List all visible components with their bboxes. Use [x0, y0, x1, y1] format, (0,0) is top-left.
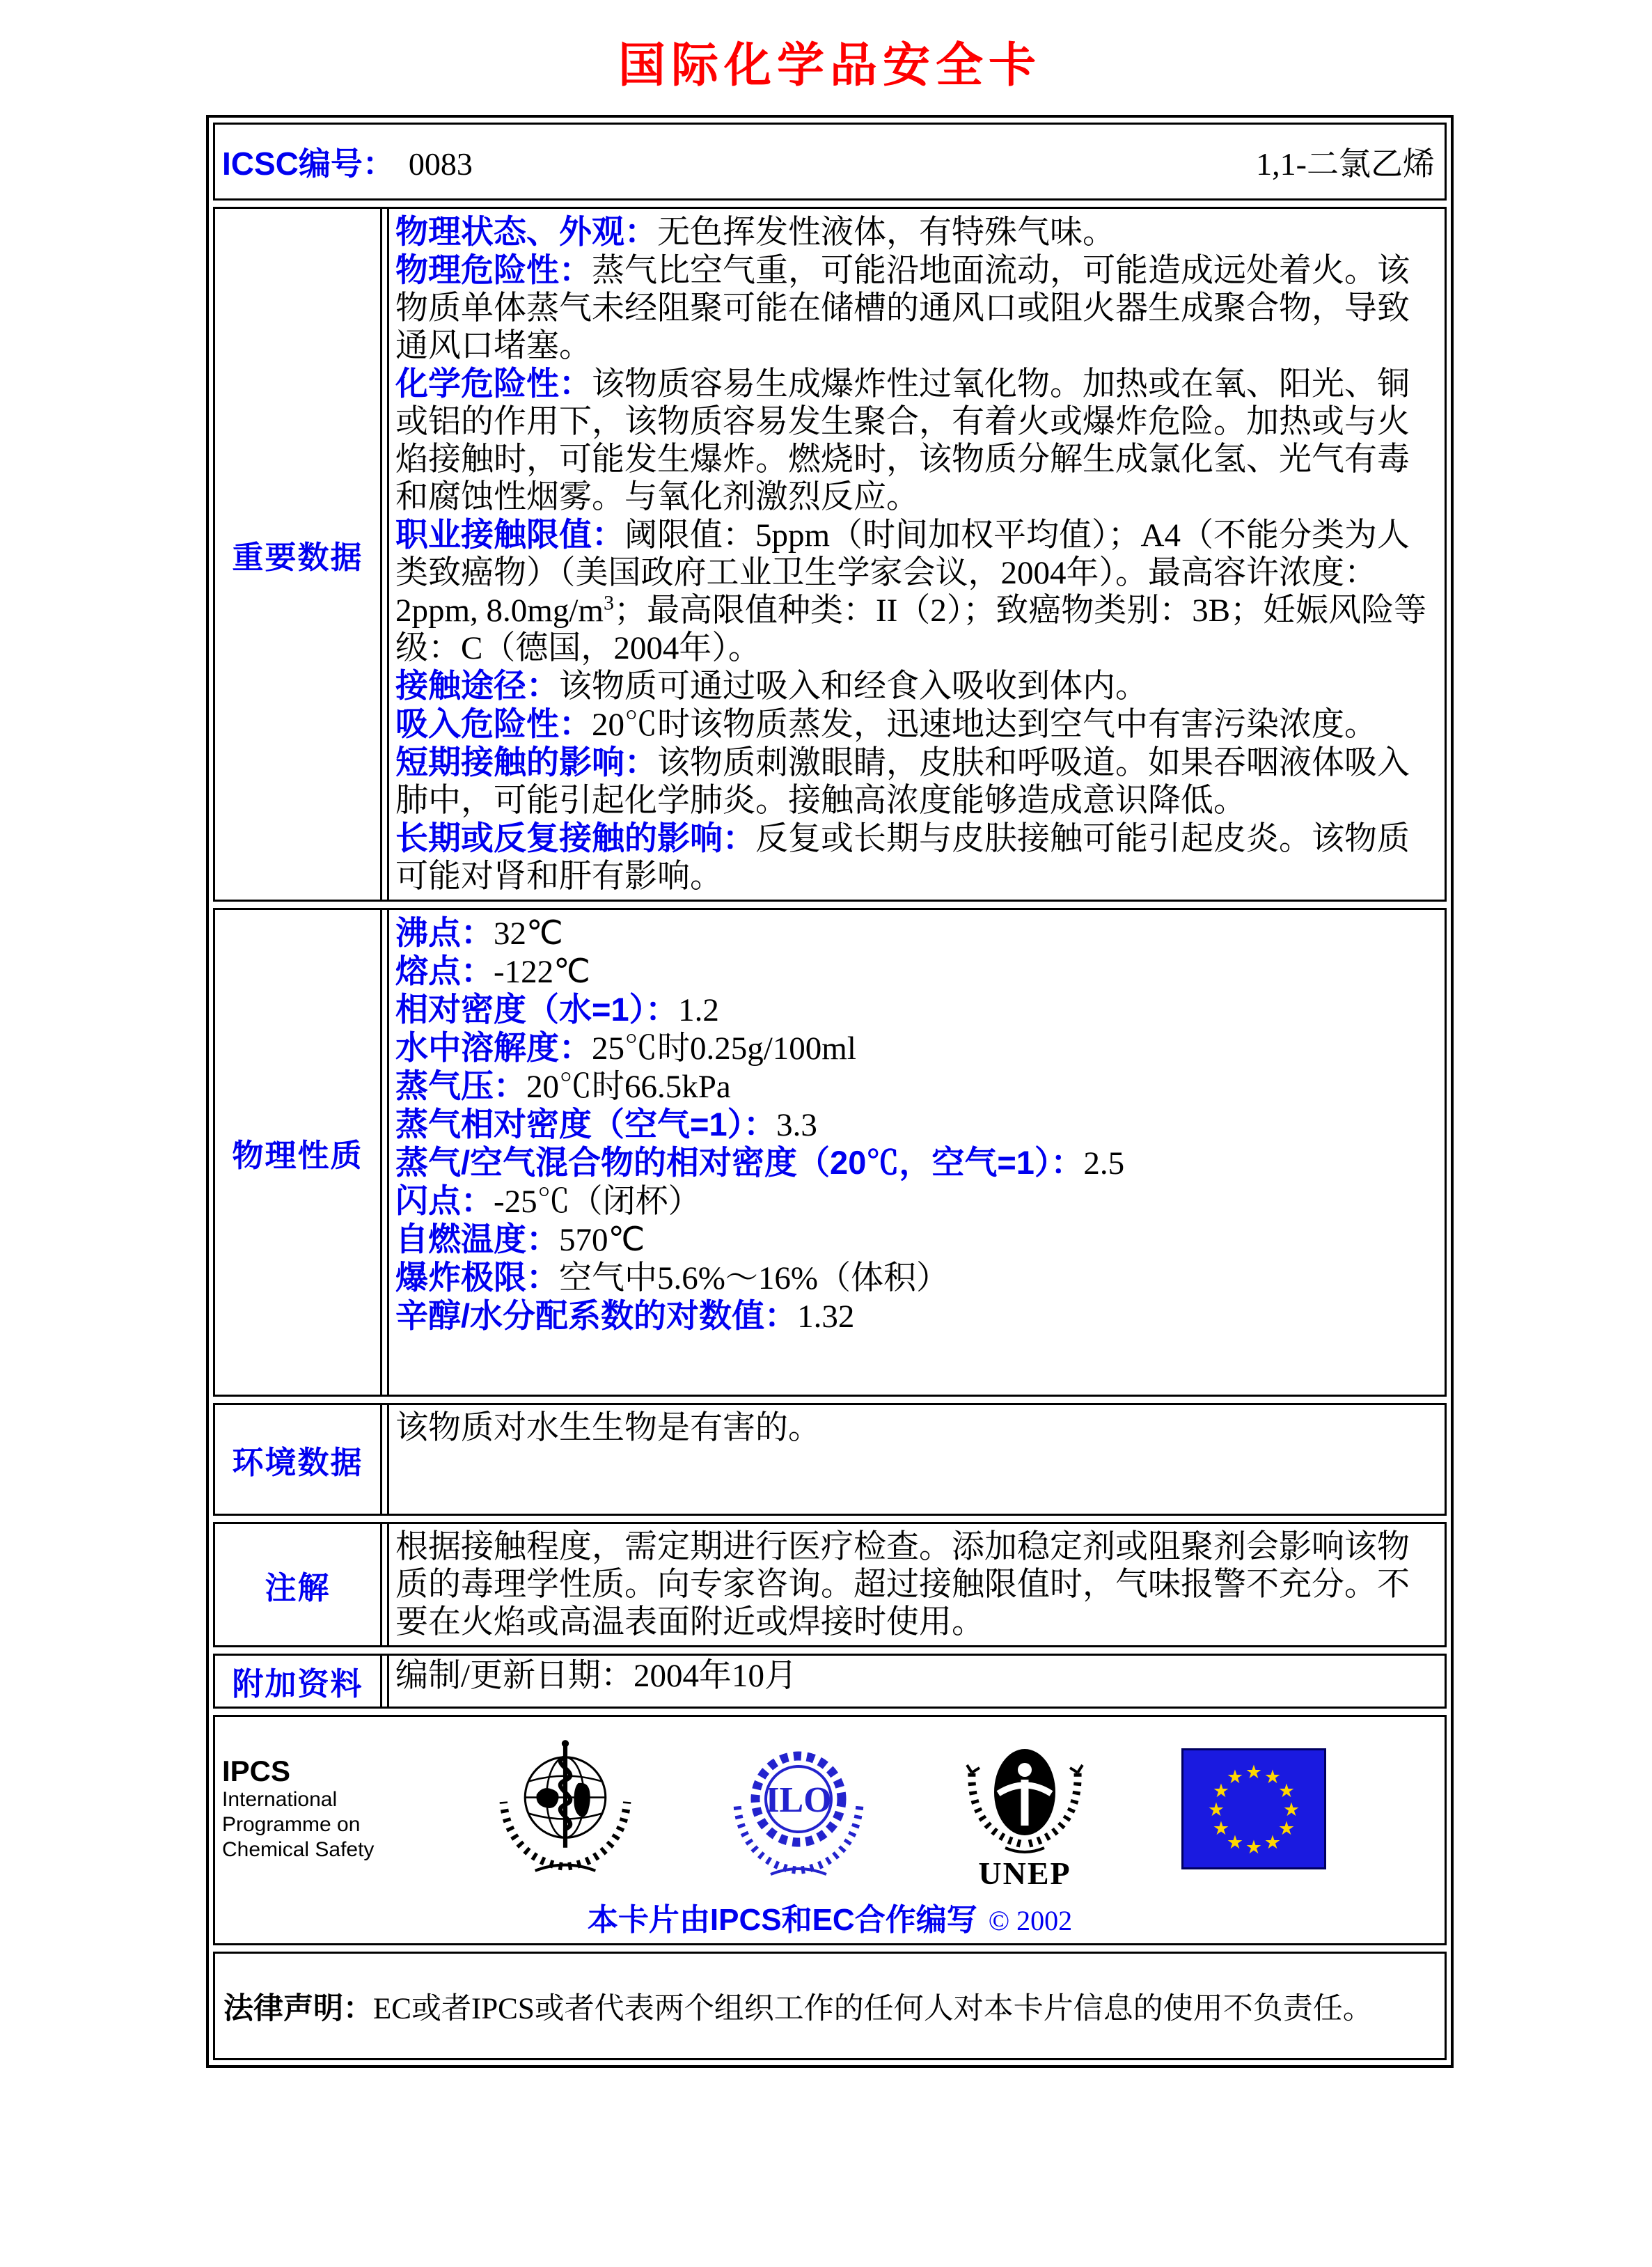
field-chemical-dangers: 化学危险性：该物质容易生成爆炸性过氧化物。加热或在氧、阳光、铜或铝的作用下，该物质容易发生聚合，有着火或爆炸危险。加热或与火焰接触时，可能发生爆炸。燃烧时，该物质分解生成氯化氢、光气有毒和腐蚀性烟雾。与氧化剂激烈反应。	[395, 365, 1410, 515]
unep-logo-icon	[958, 1724, 1092, 1893]
section-additional-info	[213, 1654, 1447, 1709]
eu-star: ★	[1212, 1817, 1230, 1840]
section-notes-content	[387, 1524, 1445, 1645]
eu-star: ★	[1245, 1836, 1263, 1858]
field-auto-ignition-temperature: 自燃温度：570℃	[395, 1221, 645, 1258]
field-water-solubility: 水中溶解度：25℃时0.25g/100ml	[395, 1029, 856, 1067]
field-flash-point: 闪点：-25℃（闭杯）	[395, 1182, 701, 1220]
eu-star: ★	[1264, 1831, 1282, 1853]
legal-disclaimer	[223, 1985, 1373, 2027]
eu-star: ★	[1264, 1766, 1282, 1788]
section-notes-label: 注解	[265, 1569, 331, 1606]
field-vapour-air-mixture-density: 蒸气/空气混合物的相对密度（20℃，空气=1）：2.5	[395, 1144, 1125, 1182]
field-physical-dangers: 物理危险性：蒸气比空气重，可能沿地面流动，可能造成远处着火。该物质单体蒸气未经阻聚可能在储槽的通风口或阻火器生成聚合物，导致通风口堵塞。	[395, 251, 1410, 364]
section-important-content	[387, 209, 1445, 900]
section-label-cell	[215, 209, 382, 900]
field-octanol-water-partition: 辛醇/水分配系数的对数值：1.32	[395, 1297, 855, 1335]
eu-star: ★	[1226, 1831, 1244, 1853]
field-vapour-pressure: 蒸气压：20℃时66.5kPa	[395, 1067, 731, 1105]
field-relative-vapour-density: 蒸气相对密度（空气=1）：3.3	[395, 1106, 817, 1143]
environment-text: 该物质对水生生物是有害的。	[395, 1410, 821, 1446]
credit-line	[215, 1895, 1445, 1939]
section-environmental-data	[213, 1403, 1447, 1516]
section-physical-content	[387, 910, 1445, 1395]
field-long-term-effects: 长期或反复接触的影响：反复或长期与皮肤接触可能引起皮炎。该物质可能对肾和肝有影响。	[395, 819, 1410, 895]
field-explosive-limits: 爆炸极限：空气中5.6%～16%（体积）	[395, 1259, 950, 1296]
section-important-data	[213, 207, 1447, 902]
section-label-cell	[215, 1656, 382, 1707]
credit-text: 本卡片由IPCS和EC合作编写	[587, 1903, 977, 1937]
eu-star: ★	[1226, 1766, 1244, 1788]
section-label-cell	[215, 1405, 382, 1514]
legal-disclaimer-row	[213, 1952, 1447, 2060]
eu-star: ★	[1245, 1761, 1263, 1783]
ipcs-text-block	[222, 1755, 402, 1862]
unep-letters: UNEP	[978, 1856, 1071, 1890]
field-occupational-exposure-limits: 职业接触限值：阈限值：5ppm（时间加权平均值）；A4（不能分类为人类致癌物）（美国政府工业卫生学家会议，2004年）。最高容许浓度：2ppm, $8.0mg/m^3$；最高限值种类：II（2）；致癌物类别：3B；妊娠风险等级：C（德国，2004年）。	[395, 516, 1427, 666]
copyright-text: © 2002	[988, 1905, 1073, 1936]
section-important-label: 重要数据	[232, 539, 363, 575]
eu-flag-icon	[1181, 1748, 1326, 1869]
field-short-term-effects: 短期接触的影响：该物质刺激眼睛，皮肤和呼吸道。如果吞咽液体吸入肺中，可能引起化学肺炎。接触高浓度能够造成意识降低。	[395, 744, 1410, 819]
eu-star: ★	[1277, 1817, 1296, 1840]
icsc-number-group	[222, 139, 473, 185]
section-additional-label: 附加资料	[232, 1666, 363, 1702]
who-logo-icon	[491, 1739, 639, 1878]
logos-band	[213, 1715, 1447, 1945]
field-boiling-point: 沸点：32℃	[395, 914, 563, 952]
ipcs-title: IPCS	[222, 1754, 291, 1787]
section-notes	[213, 1522, 1447, 1647]
icsc-number-value: 0083	[408, 146, 473, 182]
chemical-name: 1,1-二氯乙烯	[1256, 146, 1435, 182]
field-melting-point: 熔点：-122℃	[395, 952, 590, 990]
page-title: 国际化学品安全卡	[617, 39, 1041, 92]
disclaimer-text: EC或者IPCS或者代表两个组织工作的任何人对本卡片信息的使用不负责任。	[373, 1992, 1373, 2025]
icsc-number-label: ICSC编号：	[222, 146, 395, 182]
field-relative-density: 相对密度（水=1）：1.2	[395, 991, 719, 1028]
eu-star: ★	[1212, 1780, 1230, 1802]
notes-text: 根据接触程度，需定期进行医疗检查。添加稳定剂或阻聚剂会影响该物质的毒理学性质。向专家咨询。超过接触限值时，气味报警不充分。不要在火焰或高温表面附近或焊接时使用。	[395, 1529, 1410, 1640]
section-additional-content	[387, 1656, 1445, 1707]
field-routes-of-exposure: 接触途径：该物质可通过吸入和经食入吸收到体内。	[395, 667, 1148, 705]
section-environment-label: 环境数据	[232, 1444, 363, 1480]
icsc-document	[0, 28, 1652, 2267]
section-label-cell	[215, 1524, 382, 1645]
eu-star: ★	[1207, 1798, 1225, 1821]
logos-flex	[215, 1717, 1445, 1893]
disclaimer-label: 法律声明：	[223, 1991, 373, 2025]
eu-star: ★	[1277, 1780, 1296, 1802]
field-inhalation-risk: 吸入危险性：20℃时该物质蒸发，迅速地达到空气中有害污染浓度。	[395, 705, 1377, 743]
ilo-logo-icon	[729, 1735, 868, 1882]
ilo-letters: ILO	[765, 1780, 832, 1820]
update-date-text: 编制/更新日期：2004年10月	[395, 1658, 798, 1694]
section-environment-content	[387, 1405, 1445, 1514]
field-physical-state: 物理状态、外观：无色挥发性液体，有特殊气味。	[395, 213, 1115, 251]
eu-star: ★	[1282, 1798, 1300, 1821]
section-physical-properties	[213, 908, 1447, 1397]
header-row	[213, 123, 1447, 201]
superscript-3: 3	[603, 591, 614, 615]
ipcs-subtitle: International Programme on Chemical Safety	[222, 1787, 375, 1861]
section-physical-label: 物理性质	[232, 1137, 363, 1173]
icsc-card	[206, 115, 1454, 2068]
section-label-cell	[215, 910, 382, 1395]
